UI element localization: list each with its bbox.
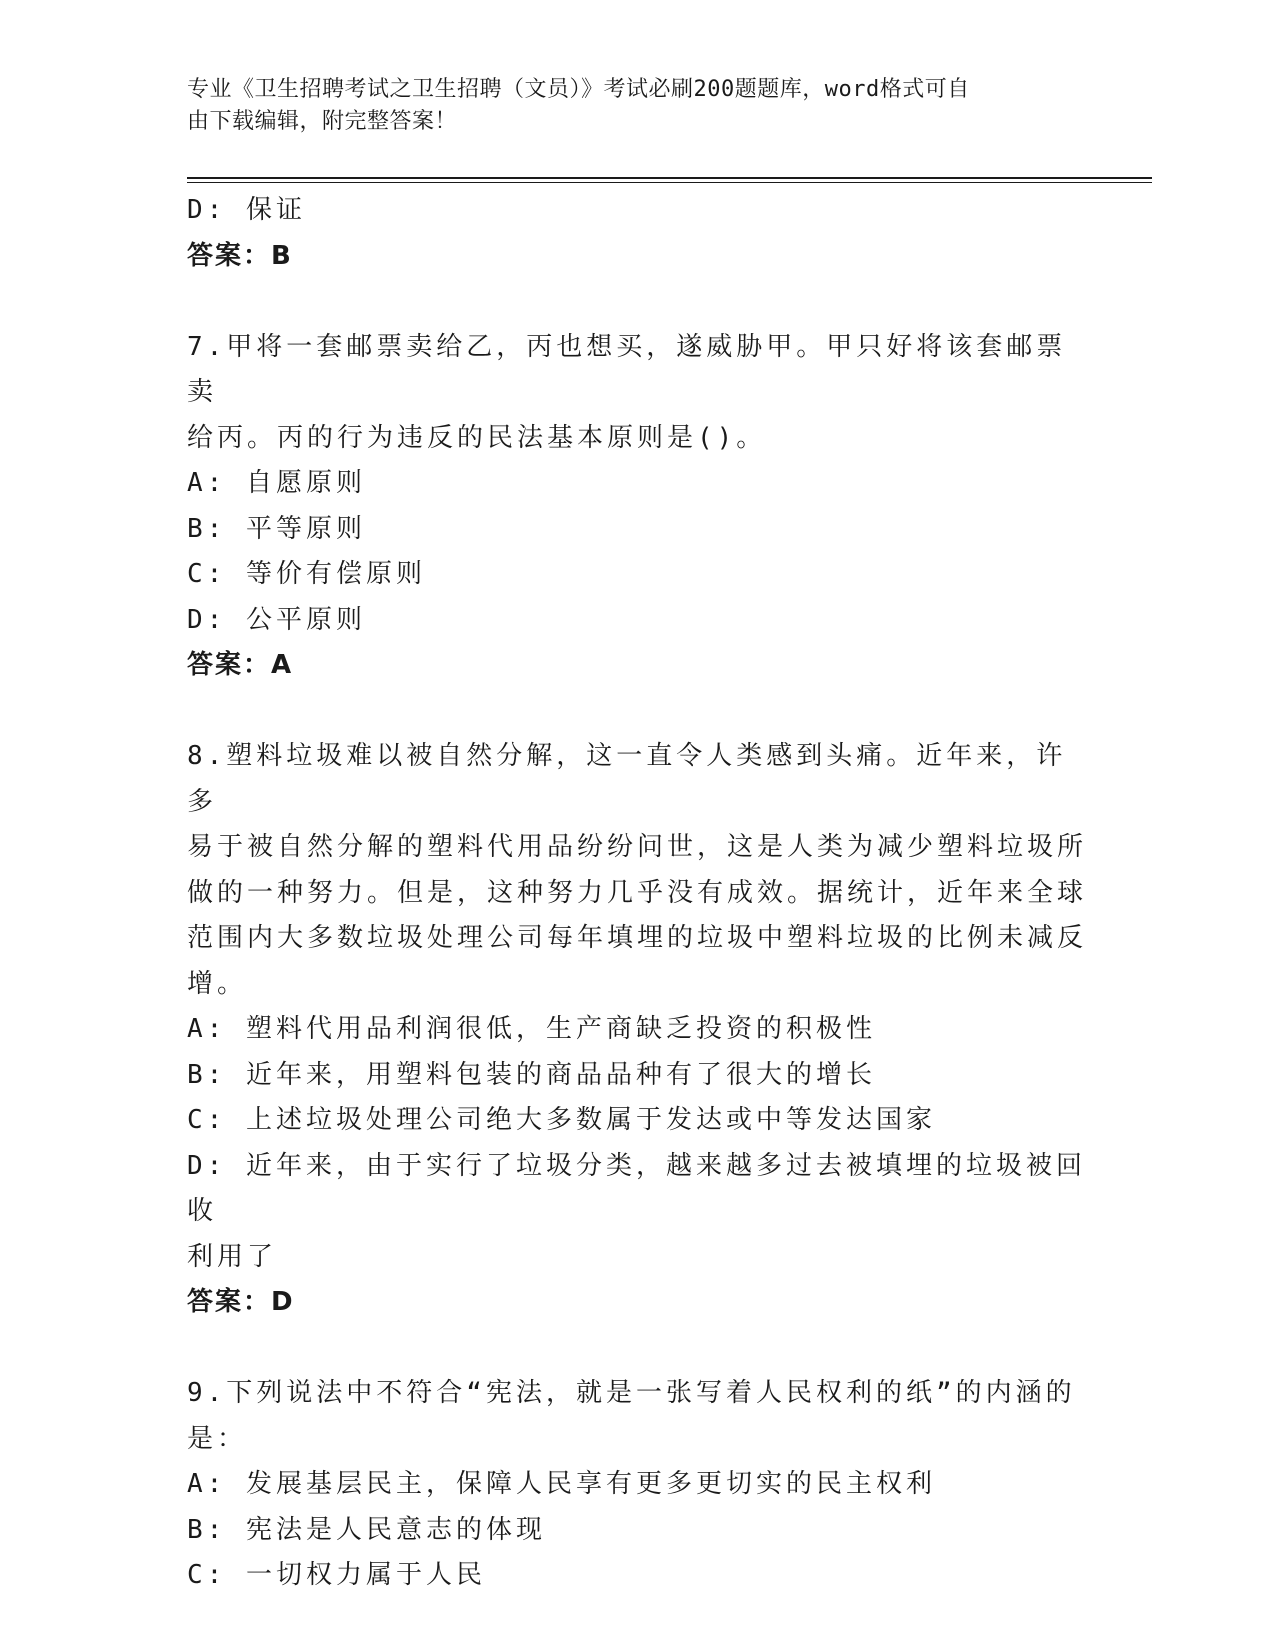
q8-stem-line-4: 范围内大多数垃圾处理公司每年填埋的垃圾中塑料垃圾的比例未减反 — [187, 923, 1088, 953]
q7-option-d: D: 公平原则 — [187, 604, 366, 635]
q8-stem-line-5: 增。 — [187, 968, 248, 999]
q8-answer: 答案：D — [187, 1287, 295, 1317]
q7-answer: 答案：A — [187, 650, 294, 680]
spacer — [187, 279, 1087, 325]
q8-option-a: A: 塑料代用品利润很低，生产商缺乏投资的积极性 — [187, 1014, 876, 1044]
q7-stem-line-1: 7.甲将一套邮票卖给乙，丙也想买，遂威胁甲。甲只好将该套邮票卖 — [187, 331, 1067, 407]
document-header — [187, 74, 1067, 138]
question-content — [187, 188, 1087, 1599]
q8-stem-line-3: 做的一种努力。但是，这种努力几乎没有成效。据统计，近年来全球 — [187, 877, 1088, 908]
q9-stem-line-2: 是： — [187, 1423, 248, 1454]
q8-option-d-line-1: D: 近年来，由于实行了垃圾分类，越来越多过去被填埋的垃圾被回收 — [187, 1150, 1086, 1226]
q8-stem-line-2: 易于被自然分解的塑料代用品纷纷问世，这是人类为减少塑料垃圾所 — [187, 832, 1088, 862]
q8-option-c: C: 上述垃圾处理公司绝大多数属于发达或中等发达国家 — [187, 1105, 936, 1135]
q7-option-b: B: 平等原则 — [187, 513, 366, 544]
q9-option-a: A: 发展基层民主，保障人民享有更多更切实的民主权利 — [187, 1469, 936, 1499]
header-line-2: 由下载编辑，附完整答案！ — [187, 109, 458, 134]
header-divider-thick — [187, 177, 1152, 179]
header-divider-thin — [187, 182, 1152, 183]
q8-option-b: B: 近年来，用塑料包装的商品品种有了很大的增长 — [187, 1059, 876, 1090]
q8-option-d-line-2: 利用了 — [187, 1241, 278, 1272]
q7-option-a: A: 自愿原则 — [187, 468, 366, 498]
spacer — [187, 689, 1087, 735]
q7-stem-line-2: 给丙。丙的行为违反的民法基本原则是()。 — [187, 422, 767, 453]
q9-option-c: C: 一切权力属于人民 — [187, 1560, 486, 1590]
prev-option-d: D: 保证 — [187, 195, 306, 225]
q7-option-c: C: 等价有偿原则 — [187, 559, 426, 589]
question-8 — [187, 734, 1087, 1326]
q9-option-b: B: 宪法是人民意志的体现 — [187, 1514, 546, 1545]
prev-answer: 答案：B — [187, 240, 293, 271]
question-7 — [187, 325, 1087, 689]
header-line-1: 专业《卫生招聘考试之卫生招聘（文员）》考试必刷200题题库，word格式可自 — [187, 77, 970, 102]
q8-stem-line-1: 8.塑料垃圾难以被自然分解，这一直令人类感到头痛。近年来，许多 — [187, 741, 1067, 817]
q9-stem-line-1: 9.下列说法中不符合“宪法，就是一张写着人民权利的纸”的内涵的 — [187, 1378, 1076, 1408]
question-9 — [187, 1371, 1087, 1599]
spacer — [187, 1326, 1087, 1372]
